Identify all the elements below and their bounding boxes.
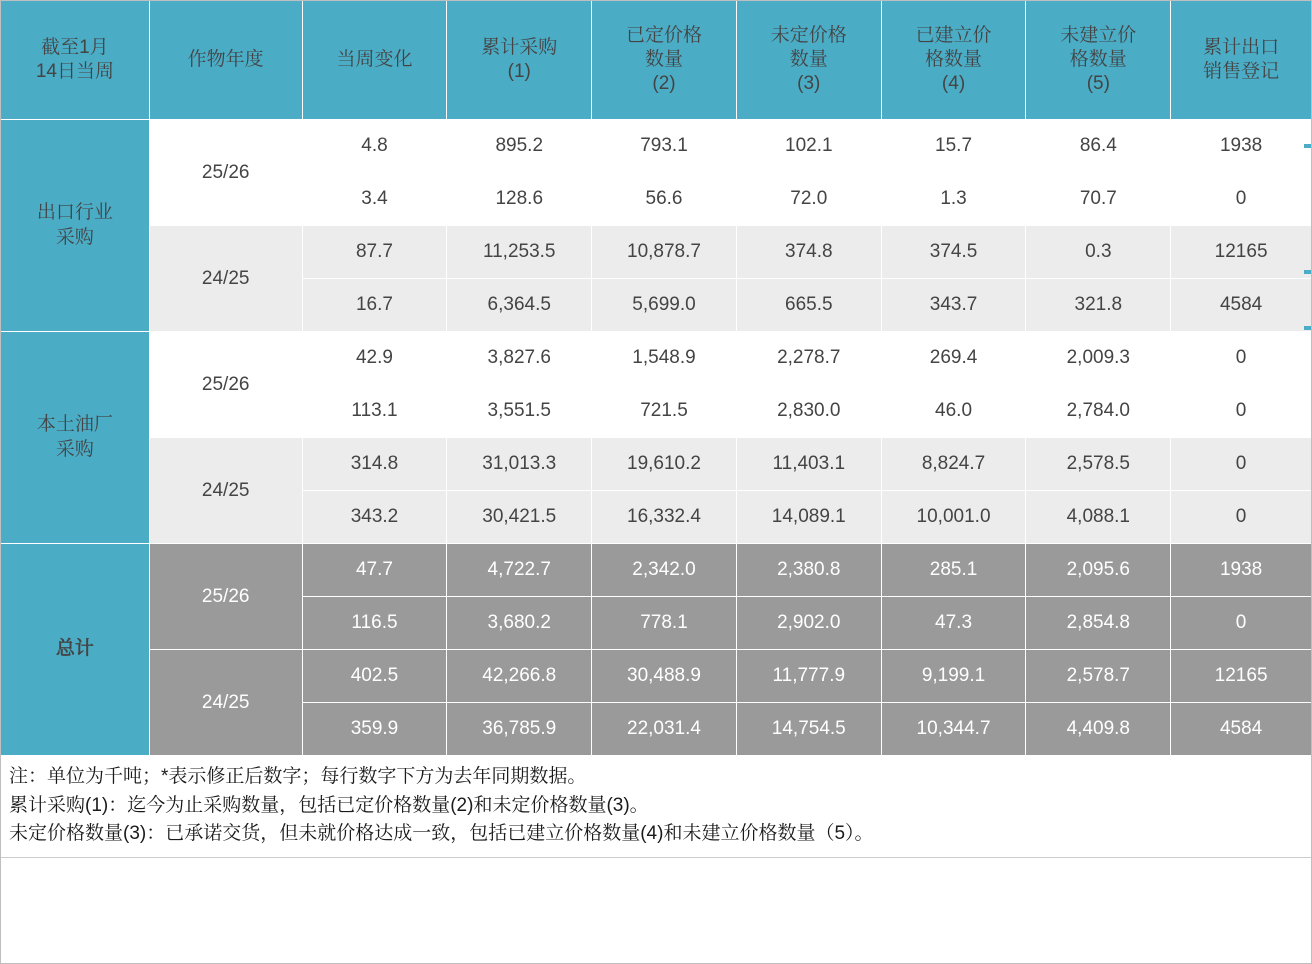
right-edge-markers — [1304, 118, 1312, 838]
row-group-label-line: 总计 — [55, 638, 94, 660]
data-cell: 11,403.1 — [736, 438, 881, 491]
column-header-line: 14日当周 — [35, 61, 114, 82]
row-group-label-line: 出口行业 — [36, 201, 113, 223]
crop-year-cell: 24/25 — [149, 650, 302, 756]
column-header-2 — [302, 1, 447, 120]
row-group-label — [1, 544, 150, 756]
data-cell: 314.8 — [302, 438, 447, 491]
data-cell: 2,578.7 — [1026, 650, 1171, 703]
data-cell: 285.1 — [881, 544, 1026, 597]
row-group-label-line: 采购 — [55, 438, 94, 460]
data-cell: 665.5 — [736, 279, 881, 332]
data-cell: 47.3 — [881, 597, 1026, 650]
column-header-line: (1) — [507, 61, 531, 82]
data-cell: 3,827.6 — [447, 332, 592, 385]
table-row — [1, 120, 1312, 173]
crop-year-cell: 25/26 — [149, 332, 302, 438]
data-cell: 22,031.4 — [592, 703, 737, 756]
data-cell: 321.8 — [1026, 279, 1171, 332]
data-cell: 3,680.2 — [447, 597, 592, 650]
data-cell: 42.9 — [302, 332, 447, 385]
column-header-line: 数量 — [645, 49, 684, 71]
note-line-1: 注：单位为千吨；*表示修正后数字；每行数字下方为去年同期数据。 — [9, 766, 587, 787]
data-cell: 2,784.0 — [1026, 385, 1171, 438]
column-header-3 — [447, 1, 592, 120]
column-header-line: 未建立价 — [1060, 25, 1137, 47]
column-header-line: 格数量 — [925, 49, 983, 71]
data-cell: 0 — [1171, 438, 1312, 491]
data-cell: 0 — [1171, 597, 1312, 650]
data-cell: 30,421.5 — [447, 491, 592, 544]
data-cell: 6,364.5 — [447, 279, 592, 332]
data-cell: 10,344.7 — [881, 703, 1026, 756]
column-header-5 — [736, 1, 881, 120]
data-cell: 895.2 — [447, 120, 592, 173]
data-cell: 42,266.8 — [447, 650, 592, 703]
data-cell: 2,380.8 — [736, 544, 881, 597]
data-cell: 269.4 — [881, 332, 1026, 385]
data-cell: 31,013.3 — [447, 438, 592, 491]
column-header-line: 销售登记 — [1203, 61, 1280, 82]
data-cell: 793.1 — [592, 120, 737, 173]
data-cell: 3,551.5 — [447, 385, 592, 438]
column-header-line: 未定价格 — [770, 25, 847, 47]
data-cell: 1.3 — [881, 173, 1026, 226]
data-cell: 343.7 — [881, 279, 1026, 332]
table-header — [1, 1, 1312, 120]
data-cell: 2,095.6 — [1026, 544, 1171, 597]
data-cell: 0 — [1171, 385, 1312, 438]
data-cell: 36,785.9 — [447, 703, 592, 756]
row-group-label-line: 本土油厂 — [36, 413, 113, 435]
data-cell: 102.1 — [736, 120, 881, 173]
data-cell: 72.0 — [736, 173, 881, 226]
column-header-line: 已建立价 — [915, 25, 992, 47]
column-header-4 — [592, 1, 737, 120]
data-cell: 2,342.0 — [592, 544, 737, 597]
data-cell: 2,009.3 — [1026, 332, 1171, 385]
data-cell: 2,278.7 — [736, 332, 881, 385]
column-header-line: 作物年度 — [187, 49, 264, 71]
table-row — [1, 544, 1312, 597]
row-group-label — [1, 120, 150, 332]
data-cell: 4,722.7 — [447, 544, 592, 597]
data-cell: 8,824.7 — [881, 438, 1026, 491]
data-cell: 402.5 — [302, 650, 447, 703]
data-cell: 113.1 — [302, 385, 447, 438]
data-cell: 128.6 — [447, 173, 592, 226]
data-cell: 12165 — [1171, 650, 1312, 703]
row-group-label-line: 采购 — [55, 226, 94, 248]
column-header-line: (5) — [1086, 72, 1110, 94]
column-header-line: (4) — [941, 72, 966, 94]
data-cell: 46.0 — [881, 385, 1026, 438]
data-cell: 2,902.0 — [736, 597, 881, 650]
data-cell: 11,253.5 — [447, 226, 592, 279]
crop-year-cell: 24/25 — [149, 226, 302, 332]
data-cell: 56.6 — [592, 173, 737, 226]
table-row — [1, 650, 1312, 703]
data-cell: 4584 — [1171, 703, 1312, 756]
data-cell: 70.7 — [1026, 173, 1171, 226]
data-cell: 3.4 — [302, 173, 447, 226]
data-cell: 5,699.0 — [592, 279, 737, 332]
column-header-6 — [881, 1, 1026, 120]
column-header-8 — [1171, 1, 1312, 120]
data-cell: 778.1 — [592, 597, 737, 650]
table-notes — [0, 756, 1312, 858]
data-cell: 4,088.1 — [1026, 491, 1171, 544]
data-cell: 1,548.9 — [592, 332, 737, 385]
column-header-line: 累计出口 — [1203, 37, 1280, 59]
table-row — [1, 226, 1312, 279]
table-body — [1, 120, 1312, 756]
data-cell: 1938 — [1171, 544, 1312, 597]
data-cell: 9,199.1 — [881, 650, 1026, 703]
data-cell: 0 — [1171, 173, 1312, 226]
data-cell: 12165 — [1171, 226, 1312, 279]
column-header-line: 截至1月 — [41, 37, 109, 59]
column-header-7 — [1026, 1, 1171, 120]
data-cell: 0.3 — [1026, 226, 1171, 279]
column-header-line: 数量 — [789, 49, 828, 71]
data-cell: 374.8 — [736, 226, 881, 279]
table-row — [1, 438, 1312, 491]
data-cell: 86.4 — [1026, 120, 1171, 173]
data-cell: 2,578.5 — [1026, 438, 1171, 491]
data-cell: 10,878.7 — [592, 226, 737, 279]
data-cell: 343.2 — [302, 491, 447, 544]
data-cell: 10,001.0 — [881, 491, 1026, 544]
column-header-line: 已定价格 — [626, 25, 703, 47]
row-group-label — [1, 332, 150, 544]
data-cell: 16,332.4 — [592, 491, 737, 544]
data-cell: 4.8 — [302, 120, 447, 173]
crop-year-cell: 25/26 — [149, 544, 302, 650]
column-header-line: (3) — [797, 72, 821, 94]
table-row — [1, 332, 1312, 385]
data-cell: 0 — [1171, 332, 1312, 385]
data-cell: 87.7 — [302, 226, 447, 279]
note-line-2: 累计采购(1)：迄今为止采购数量，包括已定价格数量(2)和未定价格数量(3)。 — [9, 794, 649, 816]
data-cell: 19,610.2 — [592, 438, 737, 491]
column-header-line: 当周变化 — [336, 49, 413, 71]
header-row — [1, 1, 1312, 120]
note-line-3: 未定价格数量(3)：已承诺交货，但未就价格达成一致，包括已建立价格数量(4)和未建立价格数量（5）。 — [9, 823, 874, 844]
data-cell: 4,409.8 — [1026, 703, 1171, 756]
column-header-line: 累计采购 — [481, 37, 558, 59]
column-header-line: 格数量 — [1069, 49, 1127, 71]
crop-year-cell: 25/26 — [149, 120, 302, 226]
data-cell: 1938 — [1171, 120, 1312, 173]
data-cell: 374.5 — [881, 226, 1026, 279]
column-header-0 — [1, 1, 150, 120]
data-cell: 47.7 — [302, 544, 447, 597]
data-cell: 721.5 — [592, 385, 737, 438]
crop-year-cell: 24/25 — [149, 438, 302, 544]
data-cell: 11,777.9 — [736, 650, 881, 703]
data-cell: 0 — [1171, 491, 1312, 544]
data-cell: 359.9 — [302, 703, 447, 756]
column-header-1 — [149, 1, 302, 120]
data-cell: 2,854.8 — [1026, 597, 1171, 650]
data-cell: 15.7 — [881, 120, 1026, 173]
data-cell: 16.7 — [302, 279, 447, 332]
data-cell: 2,830.0 — [736, 385, 881, 438]
data-cell: 14,089.1 — [736, 491, 881, 544]
data-cell: 4584 — [1171, 279, 1312, 332]
data-cell: 14,754.5 — [736, 703, 881, 756]
data-cell: 30,488.9 — [592, 650, 737, 703]
column-header-line: (2) — [652, 72, 676, 94]
data-cell: 116.5 — [302, 597, 447, 650]
